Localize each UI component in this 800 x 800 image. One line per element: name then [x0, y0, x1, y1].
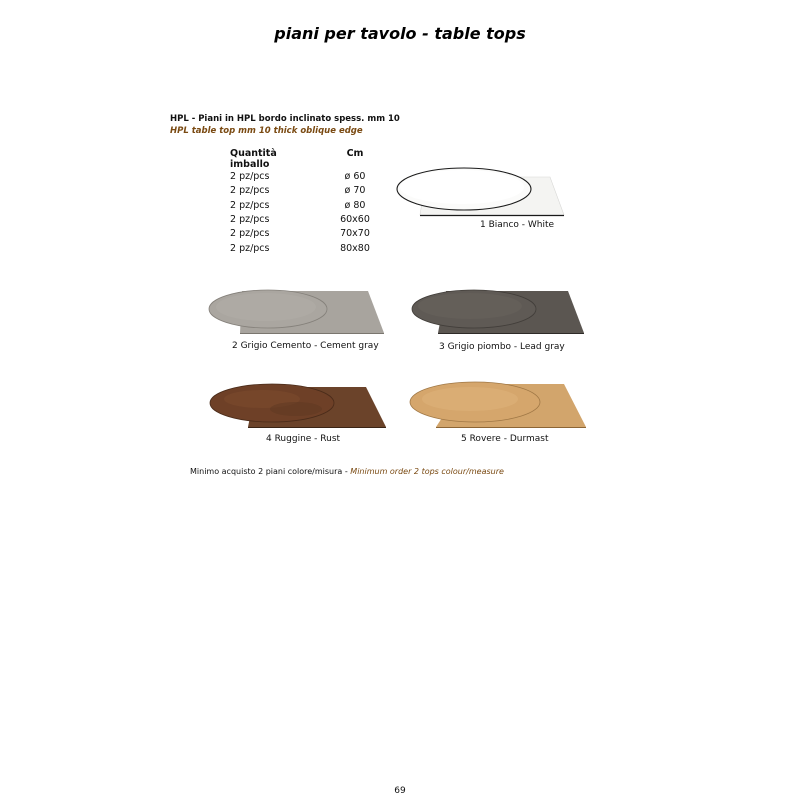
size-cell: ø 80	[344, 199, 366, 211]
minimum-order-english: Minimum order 2 tops colour/measure	[350, 467, 504, 476]
caption-cement-gray: 2 Grigio Cemento - Cement gray	[232, 341, 379, 351]
qty-cell: 2 pz/pcs	[230, 171, 270, 183]
qty-cell: 2 pz/pcs	[230, 228, 270, 240]
table-row	[230, 227, 390, 241]
header-quantity-line1: Quantità	[230, 148, 277, 159]
product-heading-english: HPL table top mm 10 thick oblique edge	[170, 126, 363, 136]
size-cell: 70x70	[340, 228, 370, 240]
swatch-cement-gray-image	[206, 289, 386, 339]
table-row	[230, 213, 390, 227]
qty-cell: 2 pz/pcs	[230, 242, 270, 254]
size-cell: ø 60	[344, 171, 366, 183]
header-quantity-line2: imballo	[230, 159, 270, 170]
swatch-lead-gray-image	[408, 289, 588, 339]
header-size: Cm	[346, 148, 364, 159]
table-row	[230, 241, 390, 255]
spec-table	[230, 148, 390, 256]
size-cell: ø 70	[344, 185, 366, 197]
size-cell: 60x60	[340, 214, 370, 226]
tabletop-rust-illustration	[208, 381, 388, 431]
qty-cell: 2 pz/pcs	[230, 199, 270, 211]
tabletop-durmast-illustration	[408, 381, 588, 431]
page-number: 69	[394, 786, 406, 796]
table-row	[230, 184, 390, 198]
caption-white: 1 Bianco - White	[480, 220, 555, 230]
swatch-white-image	[392, 165, 572, 219]
minimum-order-italian: Minimo acquisto 2 piani colore/misura -	[190, 467, 351, 476]
qty-cell: 2 pz/pcs	[230, 185, 270, 197]
size-cell: 80x80	[340, 242, 370, 254]
tabletop-white-illustration	[392, 165, 572, 219]
caption-lead-gray: 3 Grigio piombo - Lead gray	[439, 342, 565, 352]
product-heading-italian: HPL - Piani in HPL bordo inclinato spess. mm 10	[170, 114, 400, 124]
qty-cell: 2 pz/pcs	[230, 214, 270, 226]
swatch-rust-image	[208, 381, 388, 431]
swatch-durmast-image	[408, 381, 588, 431]
table-row	[230, 199, 390, 213]
minimum-order-note	[190, 467, 504, 476]
tabletop-cement-gray-illustration	[206, 289, 386, 339]
caption-durmast: 5 Rovere - Durmast	[461, 434, 549, 444]
page-title: piani per tavolo - table tops	[274, 24, 526, 43]
table-row	[230, 170, 390, 184]
tabletop-lead-gray-illustration	[408, 289, 588, 339]
header-quantity	[230, 148, 300, 170]
caption-rust: 4 Ruggine - Rust	[266, 434, 341, 444]
spec-table-header	[230, 148, 390, 170]
